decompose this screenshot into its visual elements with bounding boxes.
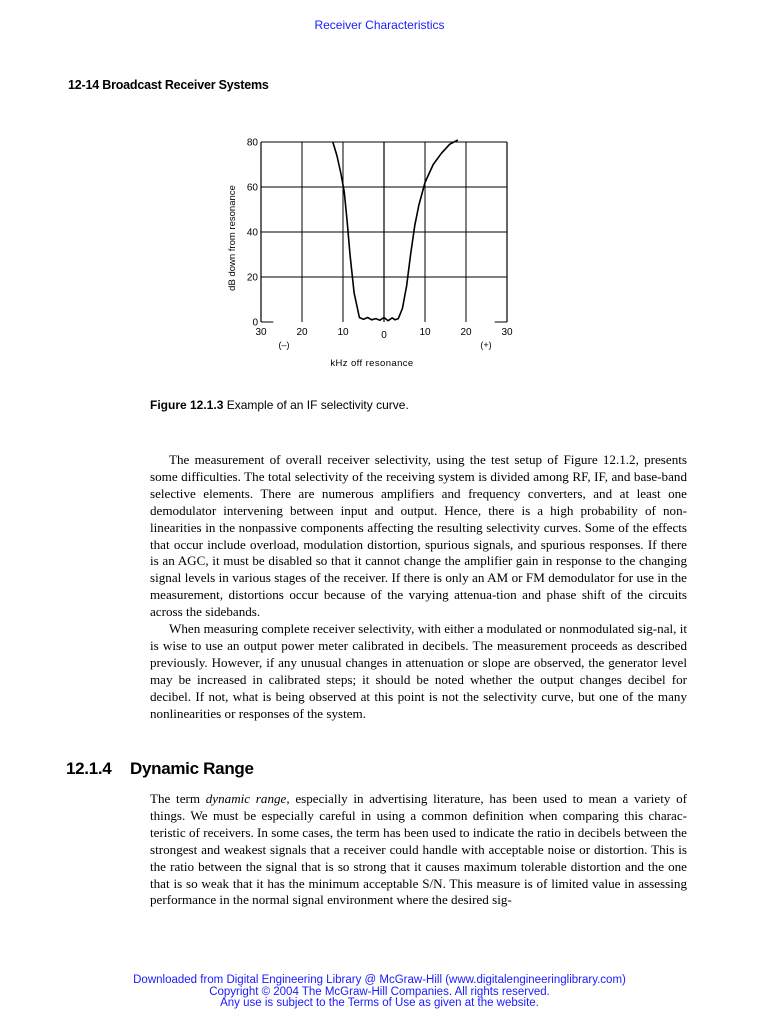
paragraph: When measuring complete receiver selectivity, with either a modulated or nonmodulated sig-nal, it is wise to use an output power meter calibrated in decibels. The measurement proceeds as described previously. However, if any unusual changes in attenuation or slope are observed, the generator level may be increased in calibrated steps; it should be noted whether the output changes decibel for decibel. If not, what is being observed at this point is not the selectivity curve, but one of the many nonlinearities or responses of the system. [150, 621, 687, 721]
paragraph: The measurement of overall receiver selectivity, using the test setup of Figure 12.1.2, presents some difficulties. The total selectivity of the receiving system is divided among RF, IF, and base-band selective elements. There are numerous amplifiers and frequency converters, and at least one demodulator intervening between input and output. Hence, there is a high probability of non-linearities in the nonpassive components affecting the resulting selectivity curves. Some of the effects that occur include overload, modulation distortion, spurious signals, and spurious responses. If there is an AGC, it must be disabled so that it cannot change the amplifier gain in response to the changing signal levels in various stages of the receiver. If there is only an AM or FM demodulator for use in the measurement, distortions occur because of the varying attenua-tion and phase shift of the circuits across the sidebands. [150, 452, 687, 620]
y-tick-label: 0 [252, 317, 258, 329]
y-tick-label: 60 [246, 182, 258, 194]
section-heading [66, 759, 254, 779]
term-italic: dynamic range [205, 791, 287, 806]
caption-label: Figure 12.1.3 [150, 398, 224, 412]
section-title: Dynamic Range [130, 759, 254, 778]
dynamic-range-text [150, 791, 687, 909]
x-axis-label: kHz off resonance [330, 358, 414, 369]
footer-copyright: Copyright © 2004 The McGraw-Hill Companies. All rights reserved. [209, 985, 550, 998]
footer [0, 975, 759, 1010]
minus-label: (–) [278, 340, 290, 350]
y-tick-label: 80 [246, 137, 258, 149]
section-number: 12.1.4 [66, 759, 112, 778]
footer-terms[interactable]: Any use is subject to the Terms of Use as given at the website. [220, 997, 539, 1009]
paragraph [150, 791, 687, 909]
footer-link[interactable]: Downloaded from Digital Engineering Library @ McGraw-Hill (www.digitalengineeringlibrary.com) [133, 974, 626, 986]
plus-label: (+) [480, 340, 492, 350]
selectivity-figure [210, 128, 530, 378]
selectivity-chart [210, 128, 530, 378]
caption-text: Example of an IF selectivity curve. [223, 398, 409, 412]
selectivity-text [150, 452, 687, 723]
x-tick-label: 10 [337, 327, 349, 338]
y-tick-label: 40 [246, 227, 258, 239]
running-head: 12-14 Broadcast Receiver Systems [68, 78, 269, 92]
selectivity-curve [333, 140, 458, 321]
x-tick-label: 10 [419, 327, 431, 338]
y-axis-label: dB down from resonance [227, 185, 238, 291]
x-tick-label: 30 [255, 327, 267, 338]
text-run: , especially in advertising literature, has been used to mean a variety of things. We must be especially careful in using a common definition when comparing this charac-teristic of receivers. In some cases, the term has been used to indicate the ratio in decibels between the strongest and weakest signals that a receiver could handle with acceptable noise or distortion. This is the ratio between the signal that is so strong that it causes maximum tolerable distortion and the one that is so weak that it has the minimum acceptable S/N. This measure is of limited value in assessing performance in the normal signal environment where the desired sig- [150, 791, 687, 908]
x-tick-label: 20 [296, 327, 308, 338]
header-link[interactable]: Receiver Characteristics [314, 18, 445, 32]
x-tick-label: 30 [501, 327, 513, 338]
y-tick-label: 20 [246, 272, 258, 284]
x-tick-label: 0 [381, 330, 387, 341]
x-tick-label: 20 [460, 327, 472, 338]
figure-caption [150, 398, 409, 412]
text-run: The term [150, 791, 206, 806]
